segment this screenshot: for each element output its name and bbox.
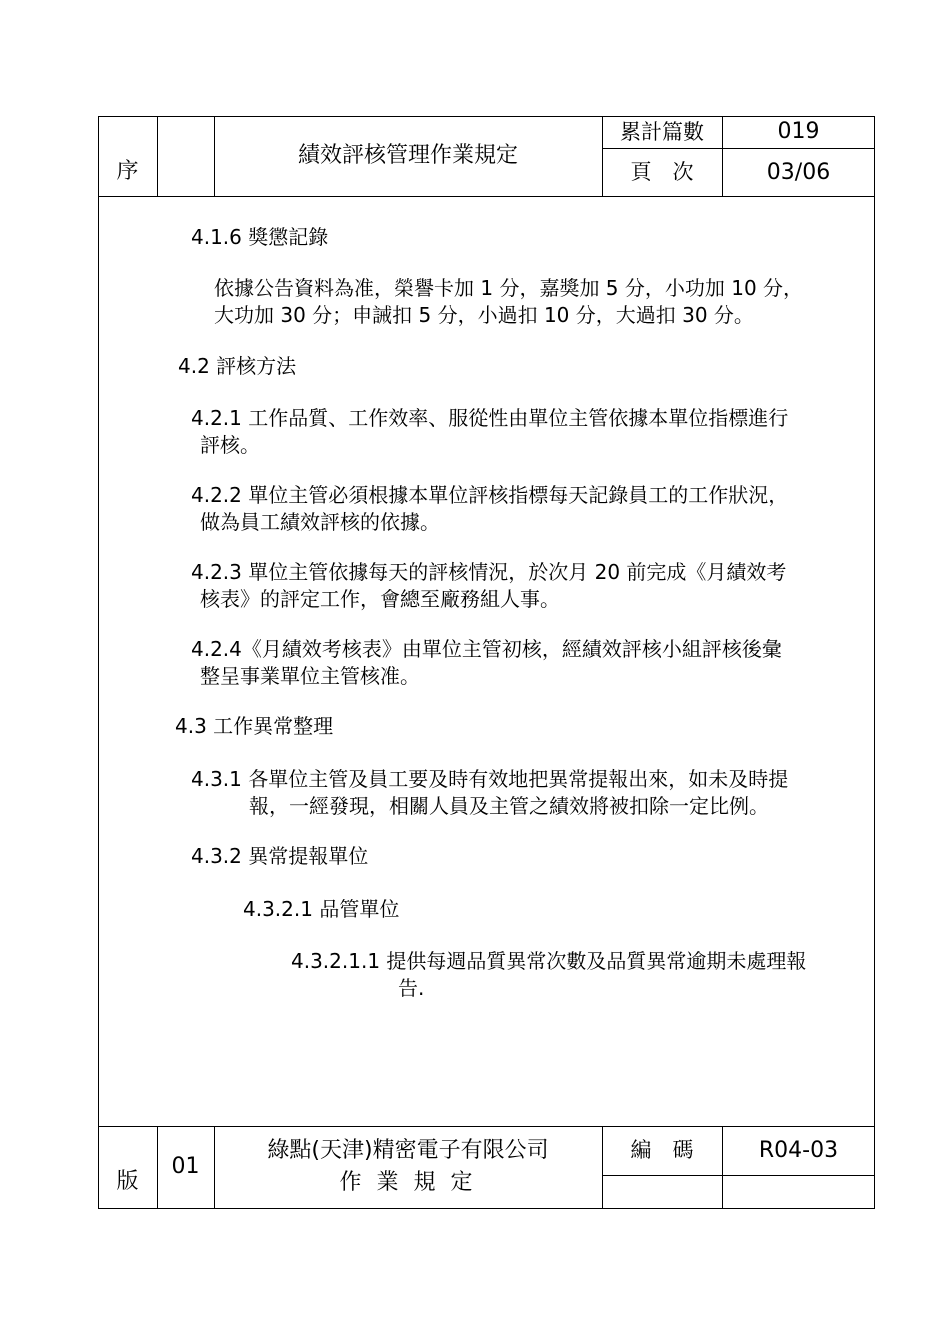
page-value: 03/06: [766, 159, 831, 185]
section-4-3-2-1-1-line2: 告.: [398, 976, 425, 1000]
header-bottom-rule: [98, 196, 875, 197]
page-label: 頁 次: [630, 160, 694, 185]
section-4-1-6-text-line1: 依據公告資料為准，榮譽卡加 1 分，嘉獎加 5 分，小功加 10 分，: [214, 276, 804, 300]
section-4-1-6-heading: 4.1.6 獎懲記錄: [191, 225, 329, 249]
section-4-3-1-line2: 報，一經發現，相關人員及主管之績效將被扣除一定比例。: [249, 794, 769, 818]
section-4-3-1-line1: 4.3.1 各單位主管及員工要及時有效地把異常提報出來，如未及時提: [191, 767, 789, 791]
code-value: R04-03: [758, 1137, 839, 1163]
version-value: 01: [171, 1154, 200, 1180]
cumulative-count-value: 019: [777, 119, 820, 145]
section-4-2-2-line2: 做為員工績效評核的依據。: [200, 510, 440, 534]
document-title: 績效評核管理作業規定: [297, 143, 518, 169]
code-label: 編 碼: [630, 1138, 694, 1163]
section-4-3-2-1-heading: 4.3.2.1 品管單位: [243, 897, 400, 921]
section-4-3-2-1-1-line1: 4.3.2.1.1 提供每週品質異常次數及品質異常逾期未處理報: [291, 949, 807, 973]
section-4-2-1-line1: 4.2.1 工作品質、工作效率、服從性由單位主管依據本單位指標進行: [191, 406, 789, 430]
header-seq-label: 序: [116, 159, 139, 185]
section-4-2-3-line1: 4.2.3 單位主管依據每天的評核情況，於次月 20 前完成《月績效考: [191, 560, 787, 584]
section-4-2-4-line1: 4.2.4《月績效考核表》由單位主管初核，經績效評核小組評核後彙: [191, 637, 782, 661]
section-4-1-6-text-line2: 大功加 30 分；申誡扣 5 分，小過扣 10 分，大過扣 30 分。: [214, 303, 754, 327]
section-4-3-heading: 4.3 工作異常整理: [175, 714, 334, 738]
cumulative-count-label: 累計篇數: [620, 119, 704, 144]
section-4-2-4-line2: 整呈事業單位主管核准。: [200, 664, 420, 688]
section-4-3-2-heading: 4.3.2 異常提報單位: [191, 844, 369, 868]
version-label: 版: [116, 1169, 139, 1195]
document-type: 作 業 規 定: [339, 1170, 477, 1196]
section-4-2-3-line2: 核表》的評定工作，會總至廠務組人事。: [200, 587, 560, 611]
header-divider-1: [157, 116, 158, 196]
section-4-2-1-line2: 評核。: [200, 433, 260, 457]
footer-mid-rule: [602, 1175, 875, 1176]
section-4-2-2-line1: 4.2.2 單位主管必須根據本單位評核指標每天記錄員工的工作狀況，: [191, 483, 789, 507]
company-name: 綠點(天津)精密電子有限公司: [267, 1138, 549, 1164]
section-4-2-heading: 4.2 評核方法: [178, 354, 297, 378]
